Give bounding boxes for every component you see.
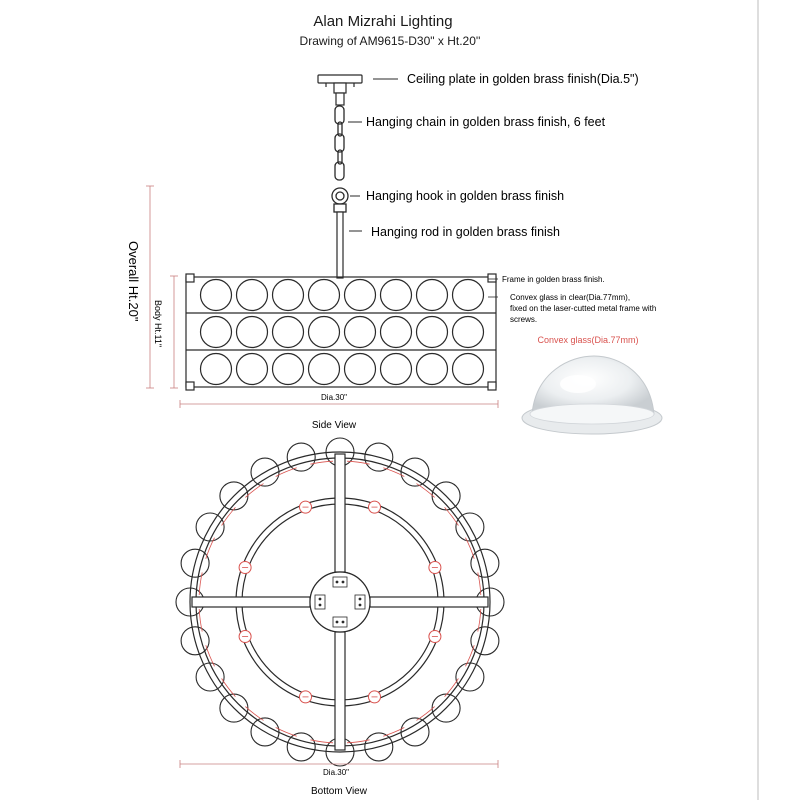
overall-height-dimension bbox=[146, 186, 154, 388]
ceiling-plate-label: Ceiling plate in golden brass finish(Dia.5") bbox=[407, 72, 639, 86]
side-glass-disc bbox=[237, 317, 268, 348]
side-glass-disc bbox=[417, 280, 448, 311]
body-height-dimension bbox=[170, 276, 178, 388]
side-view-body bbox=[186, 274, 496, 390]
page-title: Alan Mizrahi Lighting bbox=[313, 13, 453, 30]
convex-glass-illustration bbox=[522, 356, 662, 434]
side-glass-disc bbox=[453, 280, 484, 311]
side-glass-disc bbox=[453, 354, 484, 385]
overall-height-label: Overall Ht.20" bbox=[126, 241, 141, 322]
hanging-rod bbox=[337, 212, 343, 278]
bottom-view-title: Bottom View bbox=[311, 786, 367, 797]
side-glass-disc bbox=[273, 354, 304, 385]
side-glass-disc bbox=[201, 354, 232, 385]
hanging-chain bbox=[335, 106, 344, 180]
chain-label: Hanging chain in golden brass finish, 6 feet bbox=[366, 115, 606, 129]
glass-label-line3: screws. bbox=[510, 315, 538, 324]
body-height-label: Body Ht.11" bbox=[153, 300, 163, 348]
side-glass-disc bbox=[381, 354, 412, 385]
side-glass-disc bbox=[417, 354, 448, 385]
hook-label: Hanging hook in golden brass finish bbox=[366, 189, 565, 203]
side-glass-disc bbox=[381, 317, 412, 348]
side-glass-disc bbox=[381, 280, 412, 311]
side-glass-disc bbox=[309, 317, 340, 348]
glass-detail-label: Convex glass(Dia.77mm) bbox=[537, 335, 639, 345]
side-glass-disc bbox=[237, 280, 268, 311]
side-glass-disc bbox=[345, 354, 376, 385]
page-subtitle: Drawing of AM9615-D30" x Ht.20'' bbox=[299, 34, 481, 48]
side-diameter-label: Dia.30" bbox=[321, 393, 347, 402]
side-glass-disc bbox=[309, 280, 340, 311]
side-glass-disc bbox=[417, 317, 448, 348]
frame-label: Frame in golden brass finish. bbox=[502, 275, 605, 284]
side-glass-disc bbox=[237, 354, 268, 385]
hanging-hook bbox=[332, 188, 348, 212]
rod-label: Hanging rod in golden brass finish bbox=[371, 225, 561, 239]
side-view-glass-grid bbox=[201, 280, 484, 385]
side-glass-disc bbox=[345, 317, 376, 348]
side-glass-disc bbox=[453, 317, 484, 348]
side-glass-disc bbox=[345, 280, 376, 311]
side-glass-disc bbox=[309, 354, 340, 385]
glass-label-line2: fixed on the laser-cutted metal frame with bbox=[510, 304, 657, 313]
glass-label-line1: Convex glass in clear(Dia.77mm), bbox=[510, 293, 631, 302]
side-view-title: Side View bbox=[311, 420, 357, 431]
bottom-diameter-label: Dia.30" bbox=[323, 768, 349, 777]
side-glass-disc bbox=[273, 280, 304, 311]
side-glass-disc bbox=[201, 280, 232, 311]
ceiling-plate bbox=[318, 75, 362, 105]
side-glass-disc bbox=[201, 317, 232, 348]
side-glass-disc bbox=[273, 317, 304, 348]
